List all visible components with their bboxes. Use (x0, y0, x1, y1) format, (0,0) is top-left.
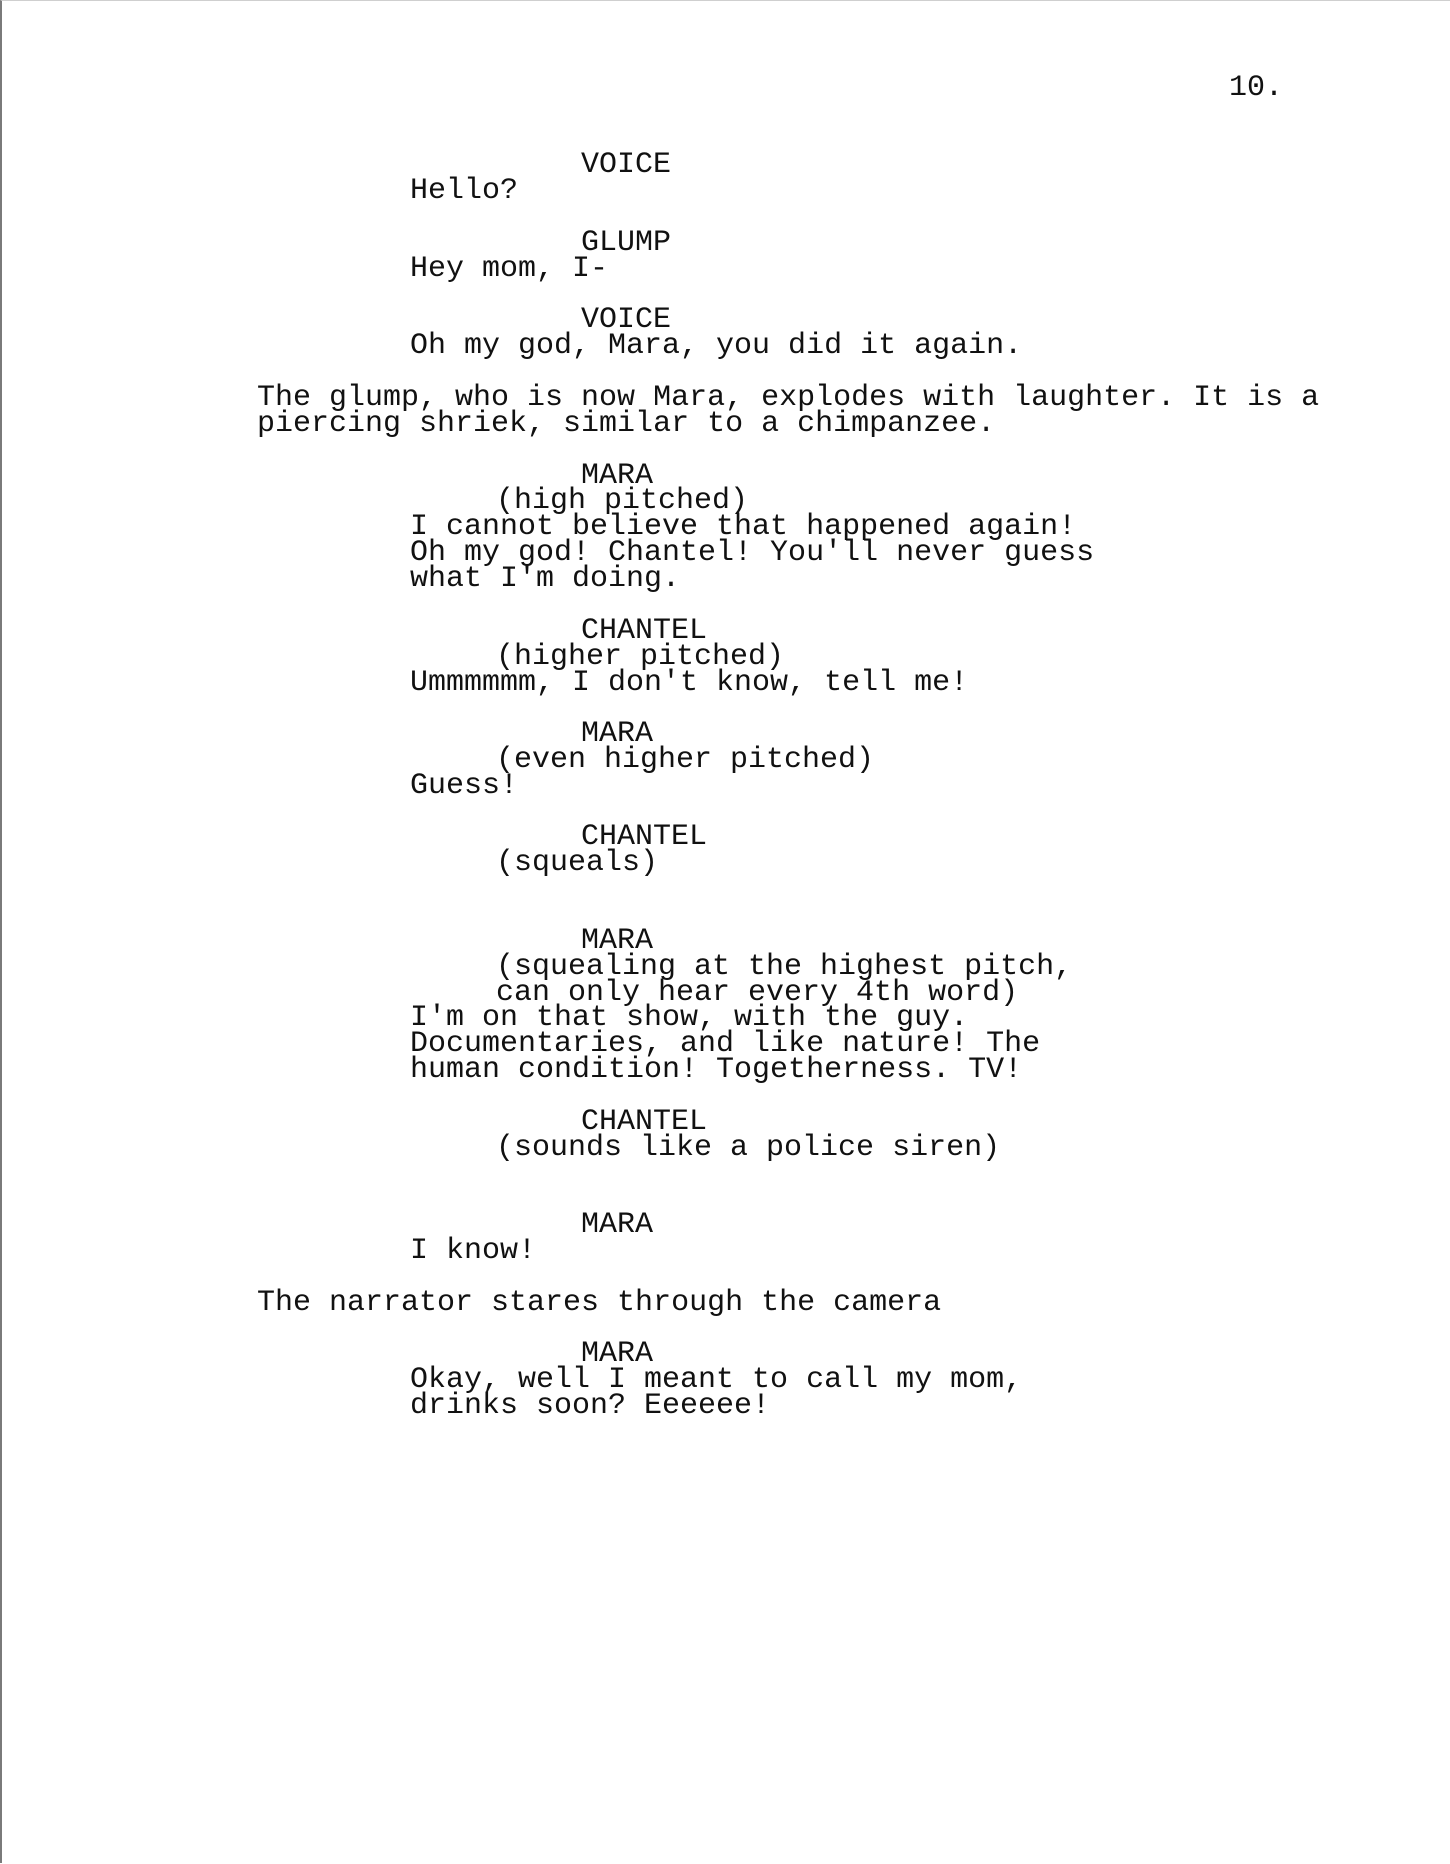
character-name: MARA (581, 717, 654, 751)
character-name: MARA (581, 1208, 654, 1242)
dialogue-line: Oh my god! Chantel! You'll never guess (410, 536, 1095, 570)
dialogue-line: I know! (410, 1234, 537, 1268)
parenthetical-line: can only hear every 4th word) (496, 976, 1019, 1010)
dialogue-line: Hey mom, I- (410, 252, 609, 286)
action-line: piercing shriek, similar to a chimpanzee. (257, 407, 996, 441)
dialogue-line: Okay, well I meant to call my mom, (410, 1363, 1023, 1397)
dialogue-line: Ummmmmm, I don't know, tell me! (410, 666, 969, 700)
dialogue-line: Oh my god, Mara, you did it again. (410, 329, 1023, 363)
action-line: The glump, who is now Mara, explodes with laughter. It is a (257, 381, 1320, 415)
dialogue-line: I'm on that show, with the guy. (410, 1001, 969, 1035)
character-name: MARA (581, 924, 654, 958)
parenthetical-line: (even higher pitched) (496, 743, 875, 777)
parenthetical-line: (high pitched) (496, 484, 749, 518)
dialogue-line: Documentaries, and like nature! The (410, 1027, 1041, 1061)
character-name: VOICE (581, 303, 672, 337)
dialogue-line: human condition! Togetherness. TV! (410, 1053, 1023, 1087)
character-name: MARA (581, 459, 654, 493)
parenthetical-line: (squealing at the highest pitch, (496, 950, 1073, 984)
dialogue-line: drinks soon? Eeeeee! (410, 1389, 771, 1423)
parenthetical-line: (higher pitched) (496, 640, 785, 674)
action-line: The narrator stares through the camera (257, 1286, 942, 1320)
page-number: 10. (1229, 71, 1284, 105)
dialogue-line: what I'm doing. (410, 562, 681, 596)
character-name: CHANTEL (581, 1105, 708, 1139)
dialogue-line: I cannot believe that happened again! (410, 510, 1077, 544)
dialogue-line: Guess! (410, 769, 519, 803)
dialogue-line: Hello? (410, 174, 519, 208)
parenthetical-line: (squeals) (496, 846, 659, 880)
parenthetical-line: (sounds like a police siren) (496, 1131, 1001, 1165)
character-name: CHANTEL (581, 614, 708, 648)
character-name: CHANTEL (581, 820, 708, 854)
character-name: GLUMP (581, 226, 672, 260)
character-name: MARA (581, 1337, 654, 1371)
character-name: VOICE (581, 148, 672, 182)
